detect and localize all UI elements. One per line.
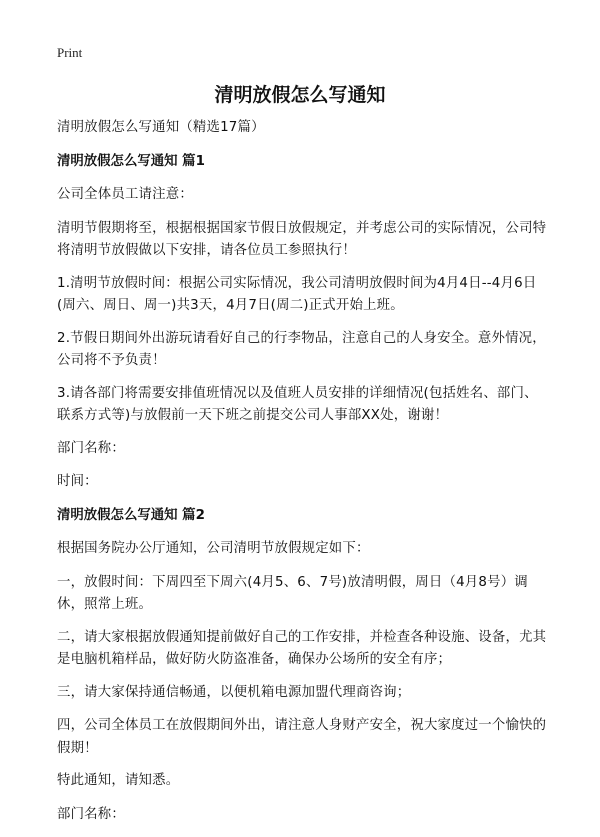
paragraph: 三，请大家保持通信畅通，以便机箱电源加盟代理商咨询；: [57, 684, 411, 700]
department-name-label: 部门名称：: [57, 440, 125, 456]
paragraph: 2.节假日期间外出游玩请看好自己的行李物品，注意自己的人身安全。意外情况，公司将不予负责！: [57, 330, 546, 368]
department-name-label: 部门名称：: [57, 806, 125, 822]
paragraph: 清明节假期将至，根据根据国家节假日放假规定，并考虑公司的实际情况，公司特将清明节放假做以下安排，请各位员工参照执行！: [57, 220, 547, 258]
paragraph: 公司全体员工请注意：: [57, 187, 193, 202]
section-heading-2: 清明放假怎么写通知 篇2: [57, 507, 205, 523]
time-label: 时间：: [57, 474, 98, 489]
document-subtitle: 清明放假怎么写通知（精选17篇）: [57, 120, 265, 135]
document-body: [57, 117, 551, 837]
print-label: Print: [57, 45, 83, 60]
paragraph: 特此通知，请知悉。: [57, 773, 180, 788]
paragraph: 四，公司全体员工在放假期间外出，请注意人身财产安全，祝大家度过一个愉快的假期！: [57, 718, 547, 756]
paragraph: 3.请各部门将需要安排值班情况以及值班人员安排的详细情况(包括姓名、部门、联系方式等)与放假前一天下班之前提交公司人事部XX处，谢谢！: [57, 385, 538, 423]
page-title: 清明放假怎么写通知: [214, 84, 386, 106]
paragraph: 根据国务院办公厅通知，公司清明节放假规定如下：: [57, 541, 370, 556]
paragraph: 1.清明节放假时间：根据公司实际情况，我公司清明放假时间为4月4日--4月6日(周六、周日、周一)共3天，4月7日(周二)正式开始上班。: [57, 275, 537, 313]
paragraph: 二，请大家根据放假通知提前做好自己的工作安排，并检查各种设施、设备，尤其是电脑机箱样品，做好防火防盗准备，确保办公场所的安全有序；: [57, 629, 547, 667]
paragraph: 一，放假时间：下周四至下周六(4月5、6、7号)放清明假，周日（4月8号）调休，照常上班。: [57, 574, 528, 612]
section-heading-1: 清明放假怎么写通知 篇1: [57, 153, 205, 169]
